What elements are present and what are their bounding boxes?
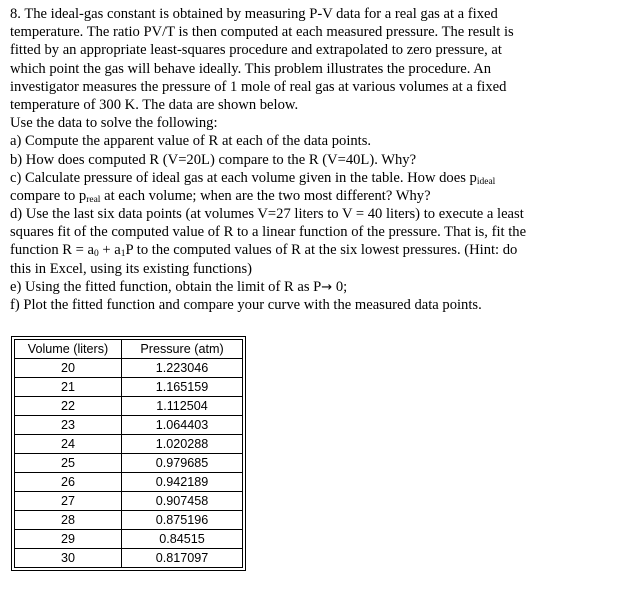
part-e-text: 0; (332, 278, 348, 295)
part-c-text: compare to p (10, 187, 87, 204)
column-header-volume: Volume (liters) (15, 340, 122, 359)
problem-line: 8. The ideal-gas constant is obtained by measuring P-V data for a real gas at a fixed (10, 6, 498, 22)
part-d-text: function R = a (10, 242, 95, 259)
table-header-row (15, 340, 243, 359)
volume-cell: 22 (15, 397, 122, 416)
part-e (10, 278, 630, 296)
problem-line: which point the gas will behave ideally. This problem illustrates the procedure. An (10, 60, 492, 77)
problem-line: investigator measures the pressure of 1 mole of real gas at various volumes at a fixed (10, 78, 507, 95)
table-row (15, 378, 243, 397)
pressure-cell: 1.165159 (122, 378, 243, 397)
table-row (15, 473, 243, 492)
subscript-0: 0 (94, 249, 99, 260)
problem-statement (10, 5, 630, 314)
part-e-text: e) Using the fitted function, obtain the limit of R as P (10, 278, 322, 295)
volume-cell: 24 (15, 435, 122, 454)
data-table-frame (11, 336, 246, 571)
table-row (15, 435, 243, 454)
table-row (15, 397, 243, 416)
pressure-cell: 0.942189 (122, 473, 243, 492)
pressure-cell: 1.112504 (122, 397, 243, 416)
instructions-line: Use the data to solve the following: (10, 115, 218, 132)
subscript-ideal: ideal (476, 176, 496, 187)
problem-line: temperature of 300 K. The data are shown below. (10, 96, 299, 113)
pressure-cell: 0.907458 (122, 492, 243, 511)
problem-line: fitted by an appropriate least-squares procedure and extrapolated to zero pressure, at (10, 42, 502, 59)
part-c-text: c) Calculate pressure of ideal gas at each volume given in the table. How does p (10, 169, 477, 186)
pressure-cell: 0.979685 (122, 454, 243, 473)
part-f: f) Plot the fitted function and compare your curve with the measured data points. (10, 297, 482, 313)
volume-cell: 26 (15, 473, 122, 492)
pressure-cell: 0.84515 (122, 530, 243, 549)
volume-cell: 29 (15, 530, 122, 549)
table-row (15, 359, 243, 378)
volume-cell: 21 (15, 378, 122, 397)
pv-data-table (14, 339, 243, 568)
table-row (15, 454, 243, 473)
pressure-cell: 1.020288 (122, 435, 243, 454)
volume-cell: 28 (15, 511, 122, 530)
pressure-cell: 1.223046 (122, 359, 243, 378)
part-d-text: P to the computed values of R at the six lowest pressures. (Hint: do (125, 242, 518, 259)
part-a: a) Compute the apparent value of R at each of the data points. (10, 133, 372, 150)
part-c-text: at each volume; when are the two most different? Why? (100, 187, 431, 204)
volume-cell: 25 (15, 454, 122, 473)
table-row (15, 530, 243, 549)
table-row (15, 511, 243, 530)
part-d-line-1: d) Use the last six data points (at volumes V=27 liters to V = 40 liters) to execute a least (10, 206, 524, 223)
table-row (15, 416, 243, 435)
volume-cell: 27 (15, 492, 122, 511)
right-arrow-icon: → (321, 279, 333, 295)
problem-line: temperature. The ratio PV/T is then computed at each measured pressure. The result is (10, 24, 514, 41)
part-c-line-1 (10, 169, 630, 187)
part-b: b) How does computed R (V=20L) compare to the R (V=40L). Why? (10, 151, 417, 168)
volume-cell: 30 (15, 549, 122, 568)
part-d-line-2: squares fit of the computed value of R to a linear function of the pressure. That is, fit the (10, 224, 527, 241)
column-header-pressure: Pressure (atm) (122, 340, 243, 359)
part-d-text: + a (98, 242, 121, 259)
part-d-line-3 (10, 241, 630, 259)
pressure-cell: 0.875196 (122, 511, 243, 530)
table-row (15, 492, 243, 511)
pressure-cell: 0.817097 (122, 549, 243, 568)
volume-cell: 20 (15, 359, 122, 378)
table-row (15, 549, 243, 568)
part-c-line-2 (10, 187, 630, 205)
part-d-line-4: this in Excel, using its existing functions) (10, 260, 252, 277)
pressure-cell: 1.064403 (122, 416, 243, 435)
volume-cell: 23 (15, 416, 122, 435)
subscript-real: real (86, 194, 101, 205)
subscript-1: 1 (120, 249, 126, 260)
